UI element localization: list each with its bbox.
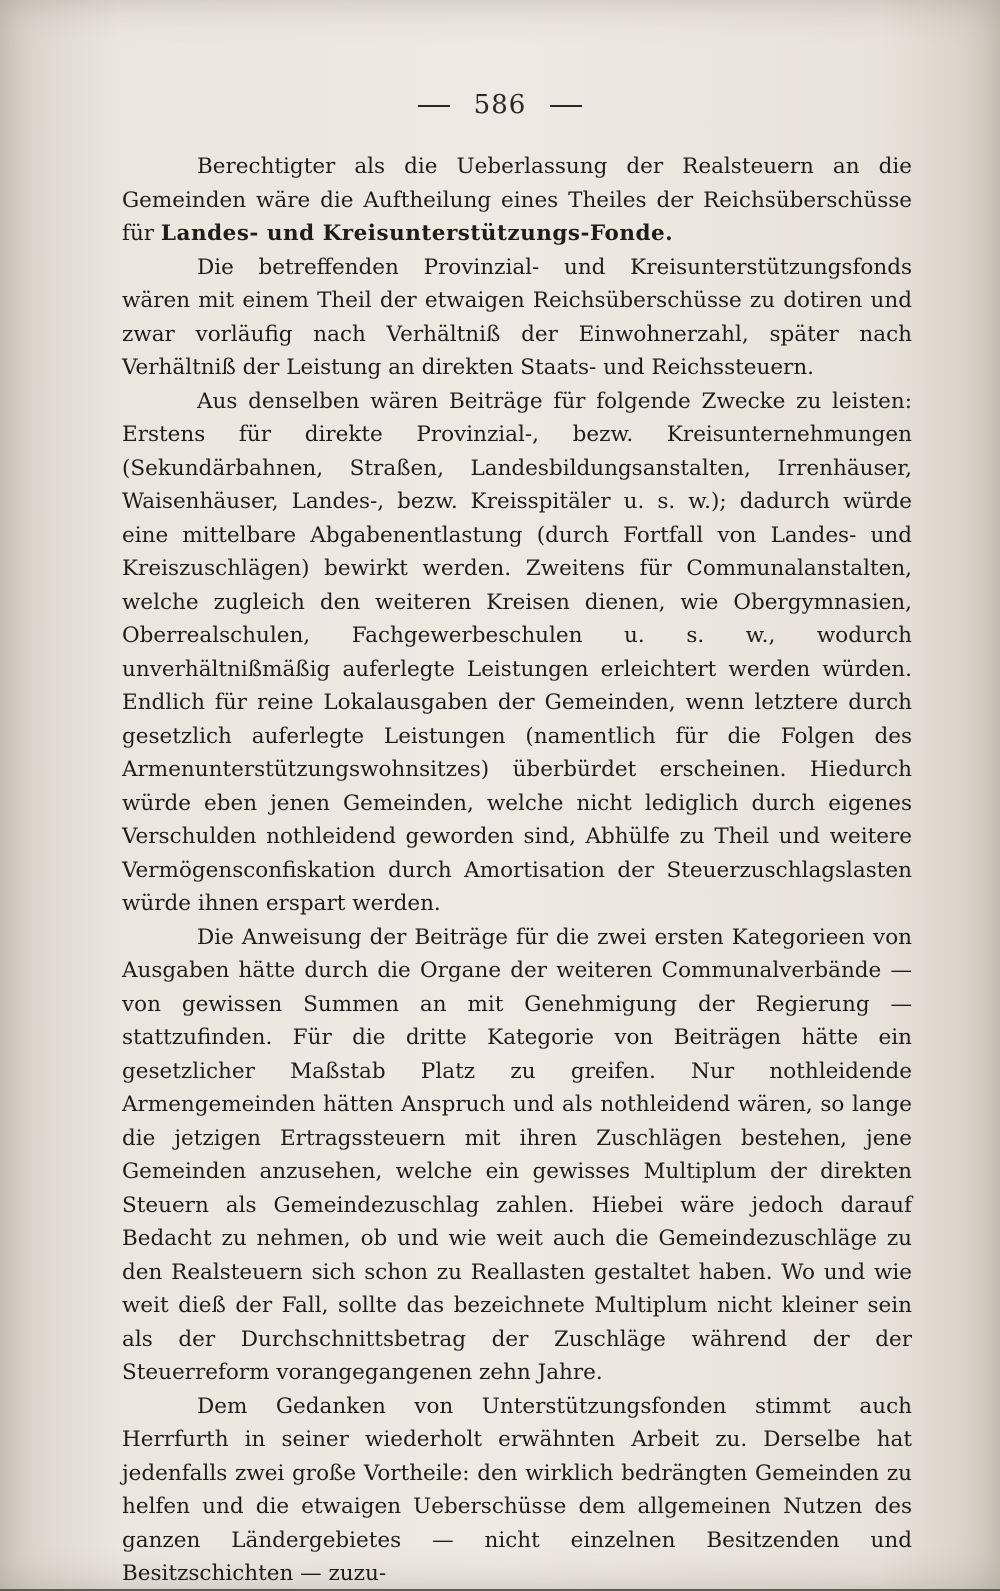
paragraph-1-bold-term: Landes- und Kreisunterstützungs-Fonde. bbox=[160, 221, 674, 246]
page-number-dash-left bbox=[418, 105, 450, 107]
paragraph-2: Die betreffenden Provinzial- und Kreisunterstützungsfonds wären mit einem Theil der etwaigen Reichsüberschüsse zu dotiren und zwar vorläufig nach Verhältniß der Einwohnerzahl, später nach Verhältniß der Leistung an direkten Staats- und Reichssteuern. bbox=[122, 254, 912, 380]
page-number-value: 586 bbox=[473, 90, 527, 120]
page-number-dash-right bbox=[550, 105, 582, 107]
page-number bbox=[0, 90, 1000, 120]
paragraph-5: Dem Gedanken von Unterstützungsfonden stimmt auch Herrfurth in seiner wiederholt erwähnten Arbeit zu. Derselbe hat jedenfalls zwei große Vortheile: den wirklich bedrängten Gemeinden zu helfen und die etwaigen Ueberschüsse dem allgemeinen Nutzen des ganzen Ländergebietes — nicht einzelnen Besitzenden und Besitzschichten — zuzu- bbox=[122, 1393, 912, 1586]
paragraph-1 bbox=[122, 150, 912, 251]
body-text bbox=[122, 150, 912, 1591]
paragraph-4: Die Anweisung der Beiträge für die zwei ersten Kategorieen von Ausgaben hätte durch die Organe der weiteren Communalverbände — von gewissen Summen an mit Genehmigung der Regierung — stattzufinden. Für die dritte Kategorie von Beiträgen hätte ein gesetzlicher Maßstab Platz zu greifen. Nur nothleidende Armengemeinden hätten Anspruch und als nothleidend wären, so lange die jetzigen Ertragssteuern mit ihren Zuschlägen bestehen, jene Gemeinden anzusehen, welche ein gewisses Multiplum der direkten Steuern als Gemeindezuschlag zahlen. Hiebei wäre jedoch darauf Bedacht zu nehmen, ob und wie weit auch die Gemeindezuschläge zu den Realsteuern sich schon zu Reallasten gestaltet haben. Wo und wie weit dieß der Fall, sollte das bezeichnete Multiplum nicht kleiner sein als der Durchschnittsbetrag der Zuschläge während der der Steuerreform vorangegangenen zehn Jahre. bbox=[122, 924, 912, 1385]
paragraph-3: Aus denselben wären Beiträge für folgende Zwecke zu leisten: Erstens für direkte Provinzial-, bezw. Kreisunternehmungen (Sekundärbahnen, Straßen, Landesbildungsanstalten, Irrenhäuser, Waisenhäuser, Landes-, bezw. Kreisspitäler u. s. w.); dadurch würde eine mittelbare Abgabenentlastung (durch Fortfall von Landes- und Kreiszuschlägen) bewirkt werden. Zweitens für Communalanstalten, welche zugleich den weiteren Kreisen dienen, wie Obergymnasien, Oberrealschulen, Fachgewerbeschulen u. s. w., wodurch unverhältnißmäßig auferlegte Leistungen erleichtert werden würden. Endlich für reine Lokalausgaben der Gemeinden, wenn letztere durch gesetzlich auferlegte Leistungen (namentlich für die Folgen des Armenunterstützungswohnsitzes) überbürdet erscheinen. Hiedurch würde eben jenen Gemeinden, welche nicht lediglich durch eigenes Verschulden nothleidend geworden sind, Abhülfe zu Theil und weitere Vermögensconfiskation durch Amortisation der Steuerzuschlagslasten würde ihnen erspart werden. bbox=[122, 388, 912, 916]
paragraph-1-text: Berechtigter als die Ueberlassung der Realsteuern an die Gemeinden wäre die Auftheilung eines Theiles der Reichsüberschüsse für bbox=[122, 154, 912, 246]
